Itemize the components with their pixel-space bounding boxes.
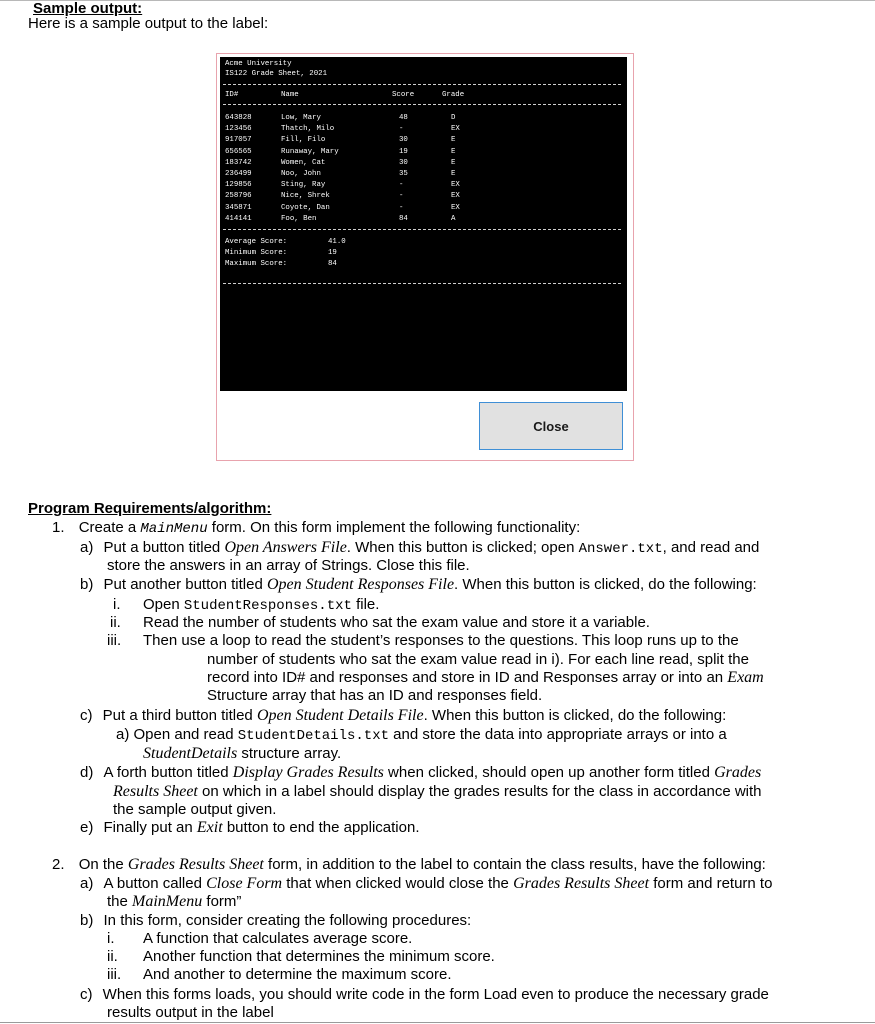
text: Put a third button titled	[102, 707, 257, 724]
row-id: 643828	[225, 114, 252, 122]
item-1d	[80, 764, 761, 782]
form-name: Grades	[714, 764, 762, 781]
item-2b-iii: And another to determine the maximum score.	[143, 966, 452, 983]
form-name: MainMenu	[132, 893, 203, 910]
row-score: 35	[399, 170, 408, 178]
header-grade: Grade	[442, 91, 465, 99]
item-letter: b)	[80, 576, 94, 593]
row-score: 48	[399, 114, 408, 122]
text: and store the data into appropriate arrays or into a	[389, 726, 727, 743]
row-grade: EX	[451, 181, 460, 190]
row-id: 258796	[225, 192, 252, 201]
row-name: Coyote, Dan	[281, 203, 330, 212]
row-id: 123456	[225, 125, 252, 134]
row-name: Fill, Filo	[281, 136, 326, 145]
stat-label: Average Score:	[225, 238, 288, 246]
stat-label: Minimum Score:	[225, 249, 288, 257]
text: In this form, consider creating the following procedures:	[103, 912, 472, 929]
item-number: 1.	[52, 519, 65, 536]
row-grade: EX	[451, 192, 460, 201]
university-name: Acme University	[225, 60, 292, 68]
row-score: 84	[399, 214, 408, 223]
row-name: Nice, Shrek	[281, 192, 330, 201]
text: A forth button titled	[103, 764, 233, 781]
item-1	[52, 519, 580, 538]
form-name: Grades Results Sheet	[127, 856, 264, 873]
button-name: Close Form	[206, 875, 283, 892]
item-2b-i-num: i.	[107, 930, 115, 947]
item-1b-i	[143, 596, 379, 615]
row-grade: E	[451, 170, 456, 178]
bottom-rule	[0, 1022, 875, 1023]
item-letter: c)	[80, 986, 93, 1003]
row-grade: E	[451, 136, 456, 145]
item-1b-iii-line4: Structure array that has an ID and responses field.	[207, 687, 543, 704]
row-score: -	[399, 181, 404, 190]
stat-value: 41.0	[328, 238, 346, 246]
button-name: Open Student Responses File	[266, 576, 455, 593]
item-2b-ii-num: ii.	[107, 948, 118, 965]
grades-output-label	[220, 57, 627, 391]
text: that when clicked would close the	[282, 875, 514, 892]
text: on which in a label should display the grades results for the class in accordance with	[197, 783, 762, 800]
item-2b-ii: Another function that determines the minimum score.	[143, 948, 495, 965]
row-grade: E	[451, 158, 456, 167]
text: Create a	[78, 519, 141, 536]
item-1c-sub-cont	[143, 745, 341, 763]
item-letter: a)	[80, 539, 94, 556]
item-1d-line2	[113, 783, 762, 801]
text: Finally put an	[103, 819, 197, 836]
divider	[223, 283, 621, 284]
row-id: 129856	[225, 181, 252, 190]
row-id: 183742	[225, 158, 252, 167]
row-id: 656565	[225, 147, 252, 156]
item-1b	[80, 576, 757, 594]
item-1e	[80, 819, 420, 837]
button-name: Exit	[196, 819, 223, 836]
item-2b-iii-num: iii.	[107, 966, 122, 983]
row-score: -	[399, 203, 404, 212]
item-1c	[80, 707, 726, 725]
row-grade: EX	[451, 125, 460, 134]
item-2	[52, 856, 766, 874]
text: file.	[351, 596, 380, 613]
structure-name: StudentDetails	[143, 745, 238, 762]
item-1b-iii-num: iii.	[107, 632, 122, 649]
row-score: -	[399, 125, 404, 134]
text: form. On this form implement the following functionality:	[207, 519, 581, 536]
item-1b-i-num: i.	[113, 596, 121, 613]
text: . When this button is clicked, do the following:	[454, 576, 757, 593]
row-grade: EX	[451, 203, 460, 212]
item-2c-line2: results output in the label	[107, 1004, 274, 1021]
sample-output-heading: Sample output:	[33, 0, 143, 17]
row-score: 19	[399, 147, 408, 156]
text: form, in addition to the label to contain the class results, have the following:	[263, 856, 766, 873]
text: form”	[202, 893, 242, 910]
form-name: MainMenu	[140, 521, 208, 537]
row-grade: A	[451, 214, 456, 223]
item-letter: b)	[80, 912, 94, 929]
sheet-title: IS122 Grade Sheet, 2021	[225, 70, 328, 78]
item-2a-line2	[107, 893, 241, 911]
item-letter: e)	[80, 819, 94, 836]
row-score: 30	[399, 136, 408, 145]
file-name: StudentResponses.txt	[183, 598, 352, 614]
file-name: Answer.txt	[578, 541, 663, 557]
text: record into ID# and responses and store in ID and Responses array or into an	[207, 669, 728, 686]
item-1c-sub	[116, 726, 727, 745]
row-name: Noo, John	[281, 170, 321, 178]
row-name: Low, Mary	[281, 114, 321, 122]
text: , and read and	[662, 539, 760, 556]
item-1b-iii-line1: Then use a loop to read the student’s responses to the questions. This loop runs up to the	[143, 632, 739, 649]
text: when clicked, should open up another form titled	[383, 764, 715, 781]
text: When this forms loads, you should write code in the form Load even to produce the necessary grade	[102, 986, 769, 1003]
row-id: 345871	[225, 203, 252, 212]
item-2b	[80, 912, 471, 930]
stat-label: Maximum Score:	[225, 260, 288, 268]
divider	[223, 229, 621, 230]
row-score: 30	[399, 158, 408, 167]
row-name: Thatch, Milo	[281, 125, 335, 134]
text: the	[107, 893, 133, 910]
structure-name: Exam	[727, 669, 764, 686]
close-button[interactable]: Close	[479, 402, 623, 450]
text: . When this button is clicked; open	[346, 539, 579, 556]
stat-value: 84	[328, 260, 337, 268]
row-score: -	[399, 192, 404, 201]
row-name: Sting, Ray	[281, 181, 326, 190]
item-letter: a)	[80, 875, 94, 892]
text: Open	[143, 596, 184, 613]
text: structure array.	[237, 745, 342, 762]
button-name: Display Grades Results	[232, 764, 384, 781]
text: Put another button titled	[103, 576, 267, 593]
item-number: 2.	[52, 856, 65, 873]
form-name: Results Sheet	[113, 783, 198, 800]
stat-value: 19	[328, 249, 337, 257]
item-1b-iii-line3	[207, 669, 764, 687]
row-name: Women, Cat	[281, 158, 326, 167]
row-name: Runaway, Mary	[281, 147, 339, 156]
button-name: Open Answers File	[224, 539, 347, 556]
row-id: 236499	[225, 170, 252, 178]
item-1a-cont: store the answers in an array of Strings. Close this file.	[107, 557, 470, 574]
requirements-heading: Program Requirements/algorithm:	[28, 500, 272, 517]
item-letter: d)	[80, 764, 94, 781]
header-id: ID#	[225, 91, 239, 99]
item-2b-i: A function that calculates average score.	[143, 930, 413, 947]
divider	[223, 84, 621, 85]
text: On the	[78, 856, 128, 873]
text: a) Open and read	[116, 726, 238, 743]
text: button to end the application.	[222, 819, 420, 836]
header-score: Score	[392, 91, 415, 99]
header-name: Name	[281, 91, 299, 99]
item-2a	[80, 875, 772, 893]
divider	[223, 104, 621, 105]
item-1b-iii-line2: number of students who sat the exam value read in i). For each line read, split the	[207, 651, 749, 668]
item-1b-ii: Read the number of students who sat the exam value and store it a variable.	[143, 614, 650, 631]
grades-results-window	[216, 53, 634, 461]
row-grade: D	[451, 114, 456, 122]
item-1b-ii-num: ii.	[110, 614, 121, 631]
text: form and return to	[649, 875, 773, 892]
intro-text: Here is a sample output to the label:	[28, 15, 269, 32]
text: A button called	[103, 875, 207, 892]
form-name: Grades Results Sheet	[513, 875, 650, 892]
item-1a	[80, 539, 759, 558]
text: . When this button is clicked, do the following:	[423, 707, 727, 724]
item-1d-line3: the sample output given.	[113, 801, 277, 818]
item-letter: c)	[80, 707, 93, 724]
row-name: Foo, Ben	[281, 214, 317, 223]
row-id: 917057	[225, 136, 252, 145]
file-name: StudentDetails.txt	[237, 728, 389, 744]
row-grade: E	[451, 147, 456, 156]
row-id: 414141	[225, 214, 252, 223]
item-2c	[80, 986, 769, 1004]
button-name: Open Student Details File	[256, 707, 424, 724]
text: Put a button titled	[103, 539, 225, 556]
